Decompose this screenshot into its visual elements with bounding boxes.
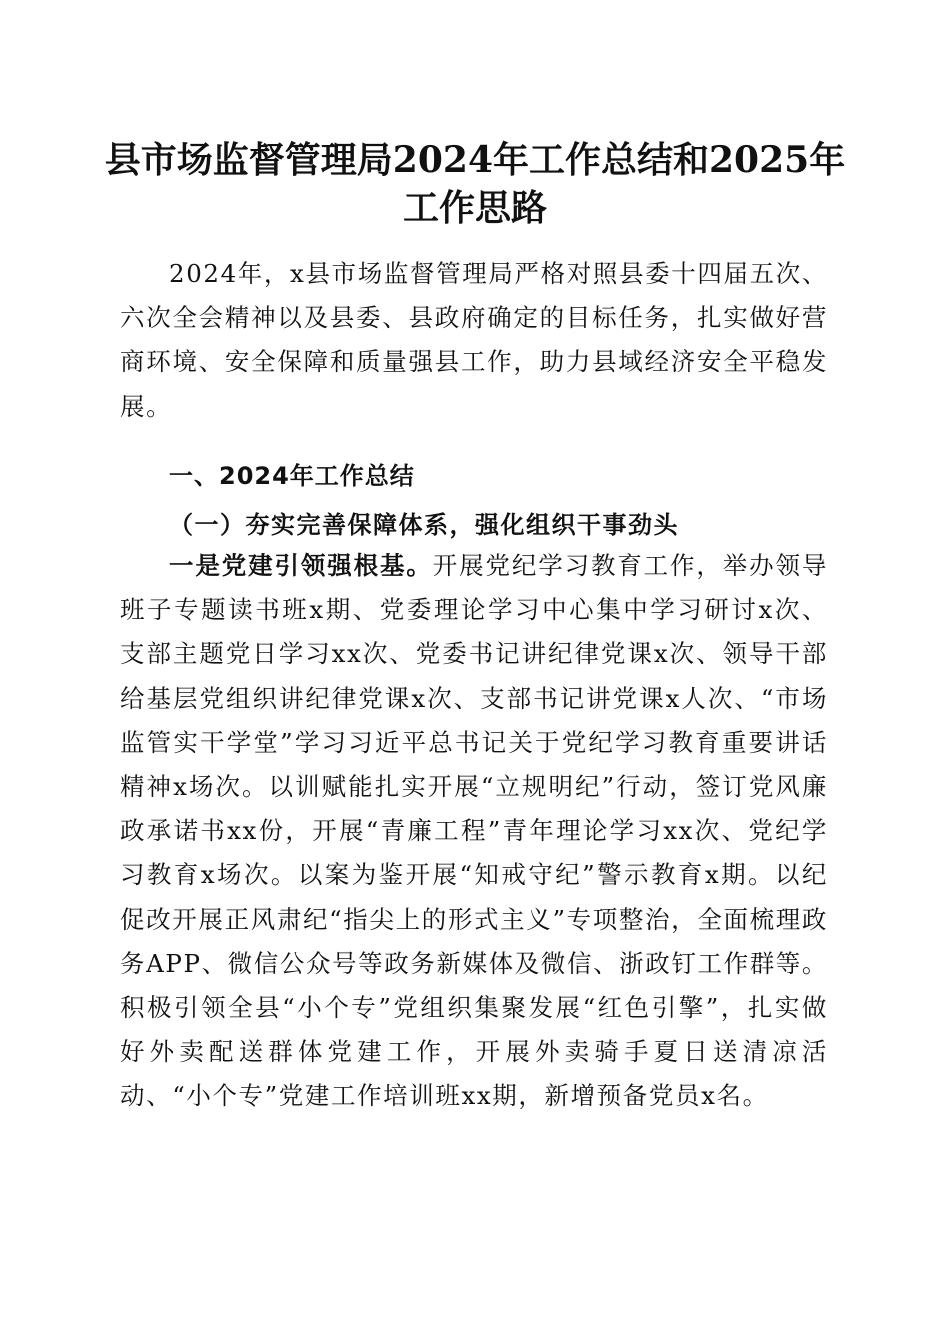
document-title (100, 136, 850, 232)
paragraph-one-body: 开展党纪学习教育工作，举办领导班子专题读书班x期、党委理论学习中心集中学习研讨x次、支部主题党日学习xx次、党委书记讲纪律党课x次、领导干部给基层党组织讲纪律党课x次、支部书记讲党课x人次、“市场监管实干学堂”学习习近平总书记关于党纪学习教育重要讲话精神x场次。以训赋能扎实开展“立规明纪”行动，签订党风廉政承诺书xx份，开展“青廉工程”青年理论学习xx次、党纪学习教育x场次。以案为鉴开展“知戒守纪”警示教育x期。以纪促改开展正风肃纪“指尖上的形式主义”专项整治，全面梳理政务APP、微信公众号等政务新媒体及微信、浙政钉工作群等。积极引领全县“小个专”党组织集聚发展“红色引擎”，扎实做好外卖配送群体党建工作，开展外卖骑手夏日送清凉活动、“小个专”党建工作培训班xx期，新增预备党员x名。 (120, 551, 829, 1111)
title-line-1: 县市场监督管理局2024年工作总结和2025年 (104, 139, 846, 181)
section-heading: 一、2024年工作总结 (169, 462, 415, 490)
intro-paragraph: 2024年，x县市场监督管理局严格对照县委十四届五次、六次全会精神以及县委、县政府确定的目标任务，扎实做好营商环境、安全保障和质量强县工作，助力县域经济安全平稳发展。 (120, 259, 828, 421)
paragraph-one-lead: 一是党建引领强根基。 (169, 551, 433, 580)
paragraph-one (120, 544, 828, 1119)
subsection-heading: （一）夯实完善保障体系，强化组织干事劲头 (169, 510, 679, 539)
title-line-2: 工作思路 (402, 187, 547, 229)
